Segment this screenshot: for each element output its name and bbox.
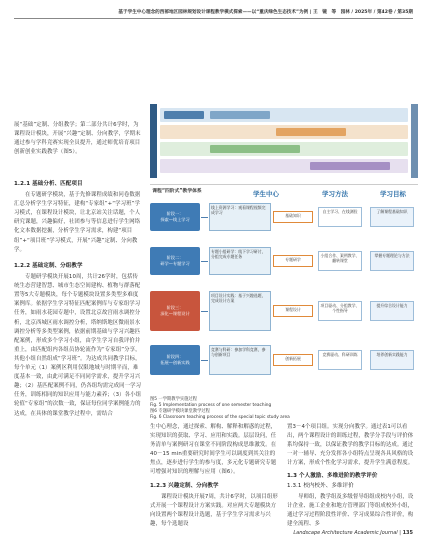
goal-4: 培养创新实践能力 [370,350,414,370]
figure-5-left-bar [150,104,157,178]
method-1: 自主学习、在线测验 [318,207,362,227]
intro-paragraph: 展“基础”定制、分组教学；第二部分共计6学时，为课程设计模块，开展“兴趣”定制、分向教学，学期末通过参与学科竞赛实现全员提升，通过师优培育项目创新创业实践教学（图5）。 [14,122,141,156]
right-paragraph: 置3－4个项目组。实现分向教学。通过表1可以看出，两个课程设计的训练过程，教学分手段与评价体系均保持一致，以保证教学的教学目标的达成。通过一对一辅导、充分发挥各小组特点呈现各具风格的设计方案，形成个性化学习需求，提升学生满意程度。 [287,424,414,467]
task-3: 项目设计实践：基于兴趣选题，完成设计方案 [209,291,271,331]
page-footer [293,530,413,536]
figure-5-cell [210,145,300,153]
figure-5-caption-en: Fig. 5 Implementation process of one semester teaching [150,403,272,408]
left-column [14,121,142,157]
stage-2: 阶段二： 研学—专题学习 [150,247,200,275]
mid-paragraph: 生中心理念，通过探索、解构、解释和解惑的过程，实现知识的获取、学习、应用和实践。层层设问，任务清单与案例研习在课堂不同阶段构成思维激发。在40－15 min重要研究时间学生可以调度到其关注的焦点，逐步进行学生的参与度，多元化专题研究专题可增强对知识的理解与应用（图6）。 [150,424,277,476]
figure-5-cell [210,111,270,119]
figure-5-right-bar [411,104,418,178]
task-4: 竞赛与科研：参加学科竞赛，参与创新项目 [209,345,271,375]
goal-2: 掌握专题理论与方法 [370,251,414,271]
column-head-student: 学生中心 [253,190,279,198]
module-4: 创新拓展 [273,354,313,366]
section-heading: 1.2.1 基础分析、匹配项目 [14,181,83,187]
section-paragraph: 专题研学模块开展10周，共计26学时，包括传统生态营建智慧、城市生态空间建构、植物与群落配置等5大专题模块，每个专题模块设置多类型多难度案例库。依据学生学习特征匹配案例库与专家组学习任务，如雨水花园专题中，设置北京故宫雨水调控分析，北京西城区雨水调控分析，塔纳斯地区微雨景水调控分析等多类型案例，依据前期基础与学习兴趣匹配案例，形成多个学习小组，由学生学习自我评价并重上，由匹配组内各组员协轮流作为“专家组”分享，其他小组自然组成“学习班”。为达成共同教学目标，每个单元（1）案例区利用仅限地域与时期平而，难度基本一致，由此可满足不同同学需求，提升学习兴趣；（2）基匹配案例不同，仍各组均需完成同一学习任务，训练相同的知识应用与能力素养；（3）各小组轮值“专家组”的次数一致，保证每位同学案例能力的达成，在具体的课堂教学过程中，需结合 [14,274,142,417]
column-head-method: 学习方法 [322,190,348,198]
module-3: 课程设计 [273,305,313,317]
figure-caption-block [150,397,418,421]
arrow [201,217,208,218]
section-heading: 1.3 个人激励、多维进阶的教学评价 [287,473,378,480]
arrow [201,261,208,262]
page-number: 135 [402,530,413,536]
figure-5-caption-cn: 图5 一学期教学实施过程 [150,397,198,402]
method-4: 竞赛驱动、科研训练 [318,350,362,370]
figure-6-caption-cn: 图6 专题研学模块课堂教学过程 [150,409,210,414]
section-heading: 1.2.2 基础定制、分组教学 [14,263,83,269]
section-paragraph: 在专题研学模块，基于先修课程成绩和问卷数据汇总分析学生学习特征，建构“专家组”+“学习班”学习模式，在课程设计模块，让北京站关注话题，个人研究课题，兴趣偏好，社团参与等信息进行学生网络化文本数据挖掘，分析学生学习需求，构建“项目组”+“项目班”学习模式，开展“兴趣”定制、分向教学。 [14,192,141,253]
section-heading: 1.2.3 兴趣定制、分向教学 [150,482,219,489]
column-head-system: 课程“四阶式”教学体系 [152,189,202,194]
footer-separator: | [399,530,403,536]
page-header [0,0,427,22]
middle-column [150,423,278,529]
figure-5-diagram [150,104,418,178]
figure-6-flow-diagram [150,184,418,397]
subsection-heading: 1.3.1 校内校外、多维评价 [287,482,354,489]
running-title: 基于学生中心理念的西部地区园林规划设计课程教学模式探索——以“重庆绿色生态技术”为例 | 王 镜 等 园林 / 2025年 / 第42卷 / 第35期 [118,10,413,15]
section-1-2-1 [14,180,142,255]
section-paragraph: 导师组，教学组及多级督导组组成校内小组，设计企业、施工企业和地方管理部门等组成校外小组，通过学习过程阶段性评价、学习成果综合性评价，构建全流程、多 [287,493,414,527]
stage-1: 阶段一： 探索—线上学习 [150,203,200,231]
task-1: 线上资源学习：观看课程视频完成学习 [209,203,271,231]
method-3: 项目驱动、分组教学、个性指导 [318,301,362,321]
stage-3: 阶段三： 深化—课程设计 [150,291,200,331]
goal-1: 了解课程基础知识 [370,207,414,227]
journal-name: Landscape Architecture Academic Journal [293,530,398,536]
task-2: 专题小组研学：线下学习研讨，分组完成专题任务 [209,247,271,275]
section-paragraph: 课程设计模块开展7周，共计6学时，以项目组形式开展一个课程设计方案实践。对应两大专题模块方向设置两个课程设计选题，基于学生学习需求与兴趣，每个选题设 [150,493,278,527]
goal-3: 提升综合设计能力 [370,301,414,321]
module-1: 基础知识 [273,211,313,223]
method-2: 小组合作、案例教学、翻转课堂 [318,251,362,271]
arrow [201,311,208,312]
column-head-goal: 学习目标 [380,190,406,198]
figure-6-caption-en: Fig. 6 Classroom teaching process of the special topic study area [150,415,290,420]
figure-5-cell [276,128,346,136]
stage-4: 阶段四： 拓展—创新实践 [150,345,200,375]
figure-5-cell [310,162,390,170]
right-column [287,423,415,529]
section-1-2-2 [14,262,142,419]
arrow [201,360,208,361]
figure-5-cell [164,111,204,119]
header-rule [14,18,413,19]
module-2: 专题研学 [273,255,313,267]
